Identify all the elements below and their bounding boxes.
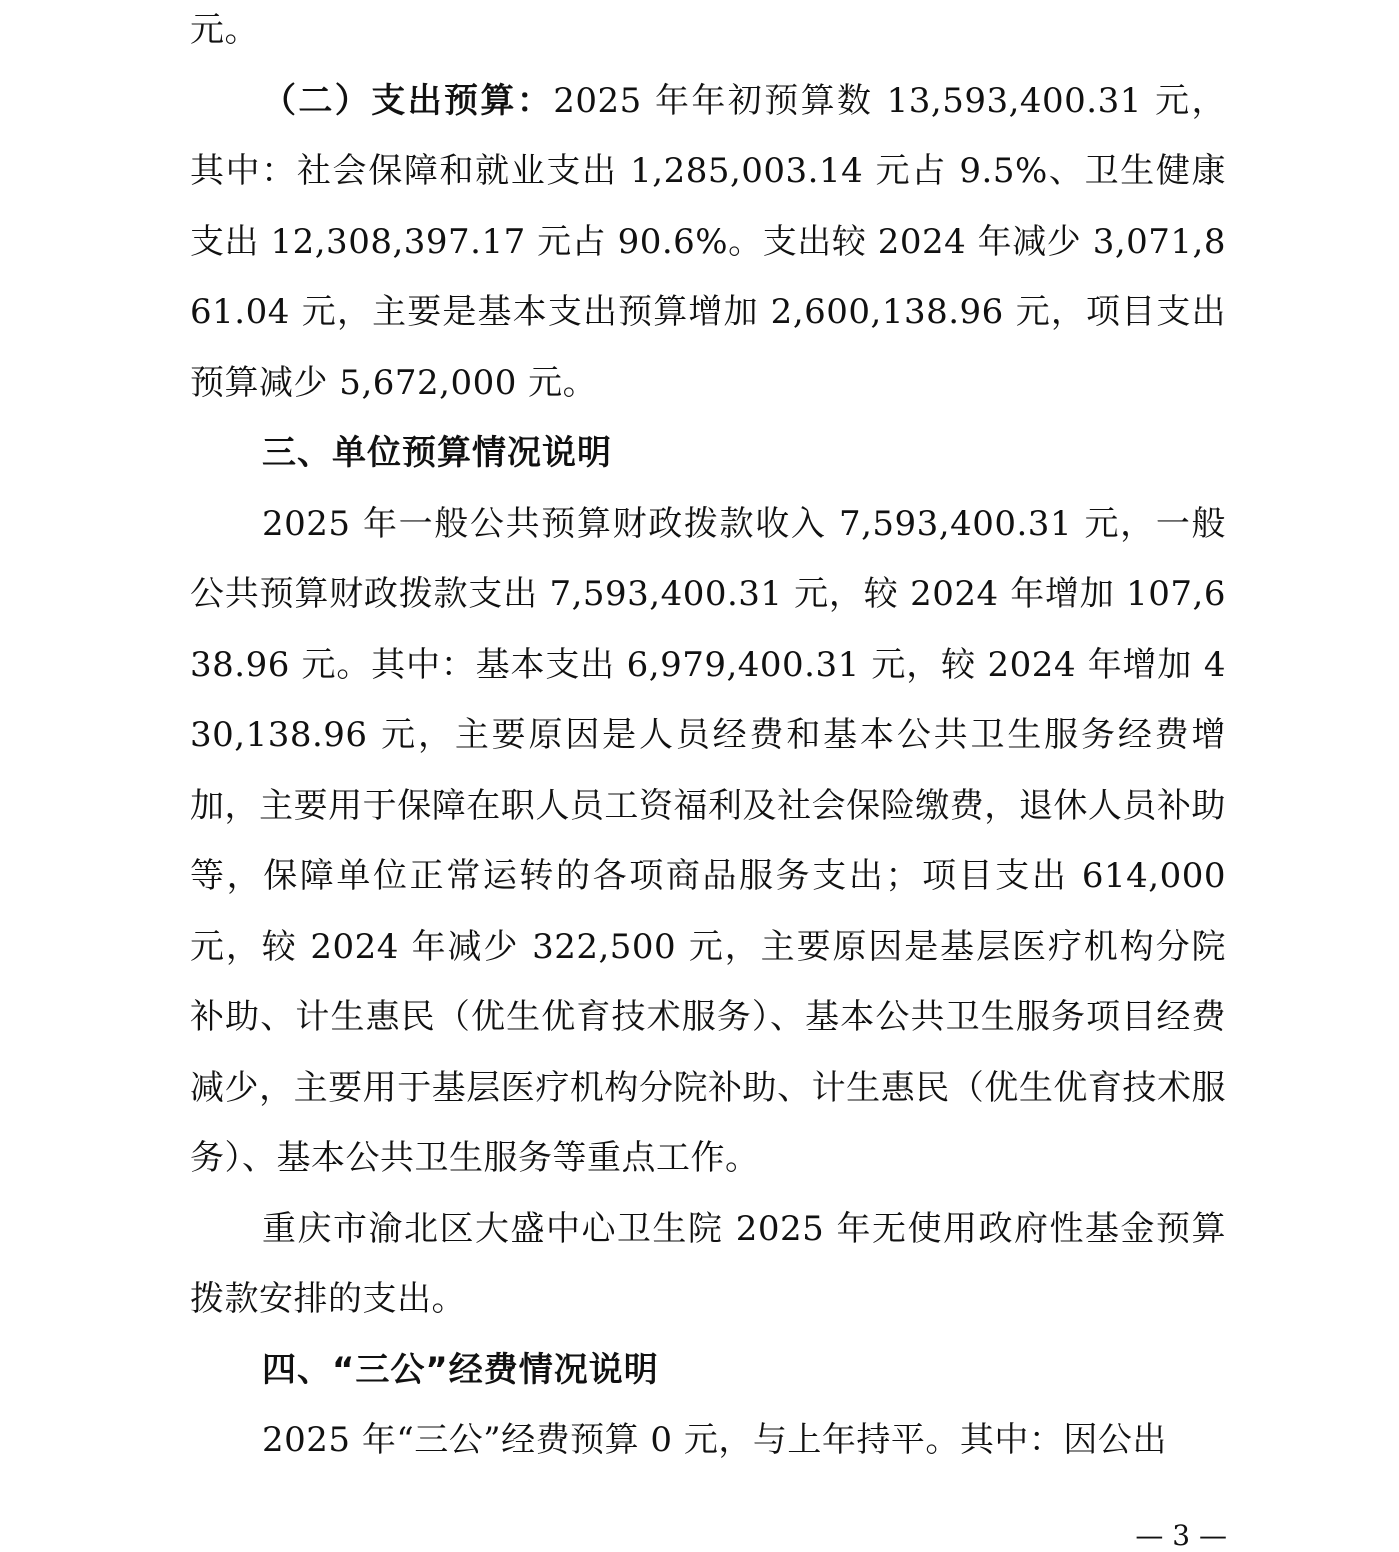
paragraph-unit-budget: 2025 年一般公共预算财政拨款收入 7,593,400.31 元，一般公共预算财政拨款支出 7,593,400.31 元，较 2024 年增加 107,638.96 元。其中：基本支出 6,979,400.31 元，较 2024 年增加 430,138.96 元，主要原因是人员经费和基本公共卫生服务经费增加，主要用于保障在职人员工资福利及社会保险缴费，退休人员补助等，保障单位正常运转的各项商品服务支出；项目支出 614,000 元，较 2024 年减少 322,500 元，主要原因是基层医疗机构分院补助、计生惠民（优生优育技术服务）、基本公共卫生服务项目经费减少，主要用于基层医疗机构分院补助、计生惠民（优生优育技术服务）、基本公共卫生服务等重点工作。 xyxy=(190,503,1226,1178)
section-heading-unit-budget: 三、单位预算情况说明 xyxy=(262,433,612,473)
paragraph-gov-fund: 重庆市渝北区大盛中心卫生院 2025 年无使用政府性基金预算拨款安排的支出。 xyxy=(190,1208,1226,1319)
page-content xyxy=(190,0,1226,1476)
paragraph-three-public-expenses: 2025 年“三公”经费预算 0 元，与上年持平。其中：因公出 xyxy=(262,1420,1167,1460)
expenditure-budget-lead: （二）支出预算： xyxy=(262,80,554,121)
expenditure-budget-body: 2025 年年初预算数 13,593,400.31 元，其中：社会保障和就业支出 1,285,003.14 元占 9.5%、卫生健康支出 12,308,397.17 元占 90.6%。支出较 2024 年减少 3,071,861.04 元，主要是基本支出预算增加 2,600,138.96 元，项目支出预算减少 5,672,000 元。 xyxy=(190,80,1226,403)
paragraph-expenditure-budget xyxy=(190,66,1226,419)
section-heading-three-public: 四、“三公”经费情况说明 xyxy=(262,1349,659,1390)
page-number: — 3 — xyxy=(1135,1519,1227,1552)
paragraph-top-tail: 元。 xyxy=(190,10,259,50)
